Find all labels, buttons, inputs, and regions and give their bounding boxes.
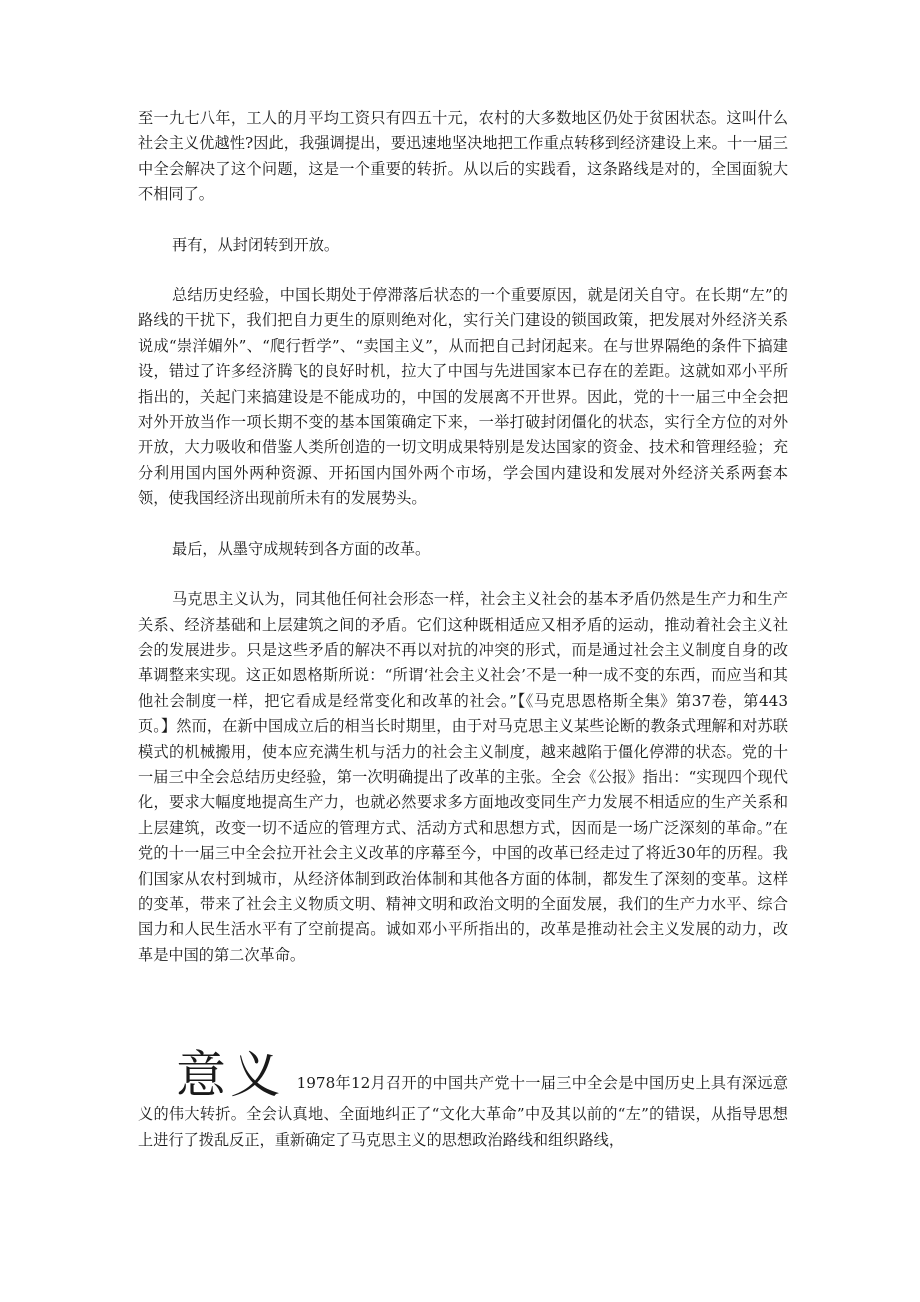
paragraph-gap: [138, 512, 788, 537]
paragraph-3: 总结历史经验，中国长期处于停滞落后状态的一个重要原因，就是闭关自守。在长期“左”的路线的干扰下，我们把自力更生的原则绝对化，实行关门建设的锁国政策，把发展对外经济关系说成“崇洋媚外”、“爬行哲学”、“卖国主义”，从而把自己封闭起来。在与世界隔绝的条件下搞建设，错过了许多经济腾飞的良好时机，拉大了中国与先进国家本已存在的差距。这就如邓小平所指出的，关起门来搞建设是不能成功的，中国的发展离不开世界。因此，党的十一届三中全会把对外开放当作一项长期不变的基本国策确定下来，一举打破封闭僵化的状态，实行全方位的对外开放，大力吸收和借鉴人类所创造的一切文明成果特别是发达国家的资金、技术和管理经验；充分利用国内国外两种资源、开拓国内国外两个市场，学会国内建设和发展对外经济关系两套本领，使我国经济出现前所未有的发展势头。: [138, 286, 788, 508]
paragraph-4: 最后，从墨守成规转到各方面的改革。: [172, 539, 431, 558]
paragraph-gap: [138, 562, 788, 587]
paragraph-5: 马克思主义认为，同其他任何社会形态一样，社会主义社会的基本矛盾仍然是生产力和生产关系、经济基础和上层建筑之间的矛盾。它们这种既相适应又相矛盾的运动，推动着社会主义社会的发展进步。只是这些矛盾的解决不再以对抗的冲突的形式，而是通过社会主义制度自身的改革调整来实现。这正如恩格斯所说：“所谓‘社会主义社会’不是一种一成不变的东西，而应当和其他社会制度一样，把它看成是经常变化和改革的社会。”【《马克思恩格斯全集》第37卷，第443页。】然而，在新中国成立后的相当长时期里，由于对马克思主义某些论断的教条式理解和对苏联模式的机械搬用，使本应充满生机与活力的社会主义制度，越来越陷于僵化停滞的状态。党的十一届三中全会总结历史经验，第一次明确提出了改革的主张。全会《公报》指出：“实现四个现代化，要求大幅度地提高生产力，也就必然要求多方面地改变同生产力发展不相适应的生产关系和上层建筑，改变一切不适应的管理方式、活动方式和思想方式，因而是一场广泛深刻的革命。”在党的十一届三中全会拉开社会主义改革的序幕至今，中国的改革已经走过了将近30年的历程。我们国家从农村到城市，从经济体制到政治体制和其他各方面的体制，都发生了深刻的变革。这样的变革，带来了社会主义物质文明、精神文明和政治文明的全面发展，我们的生产力水平、综合国力和人民生活水平有了空前提高。诚如邓小平所指出的，改革是推动社会主义发展的动力，改革是中国的第二次革命。: [138, 590, 788, 964]
paragraph-1: 至一九七八年，工人的月平均工资只有四五十元，农村的大多数地区仍处于贫困状态。这叫什么社会主义优越性?因此，我强调提出，要迅速地坚决地把工作重点转移到经济建设上来。十一届三中全会解决了这个问题，这是一个重要的转折。从以后的实践看，这条路线是对的，全国面貌大不相同了。: [138, 109, 788, 204]
section-gap: [138, 968, 788, 1048]
section-significance: [138, 1048, 788, 1153]
section-heading: 意义: [176, 1046, 285, 1105]
paragraph-gap: [138, 208, 788, 233]
paragraph-gap: [138, 258, 788, 283]
document-page: [138, 106, 788, 1153]
paragraph-2: 再有，从封闭转到开放。: [172, 235, 340, 254]
section-body-text: 1978年12月召开的中国共产党十一届三中全会是中国历史上具有深远意义的伟大转折。全会认真地、全面地纠正了“文化大革命”中及其以前的“左”的错误，从指导思想上进行了拨乱反正，重新确定了马克思主义的思想政治路线和组织路线，: [138, 1074, 789, 1149]
